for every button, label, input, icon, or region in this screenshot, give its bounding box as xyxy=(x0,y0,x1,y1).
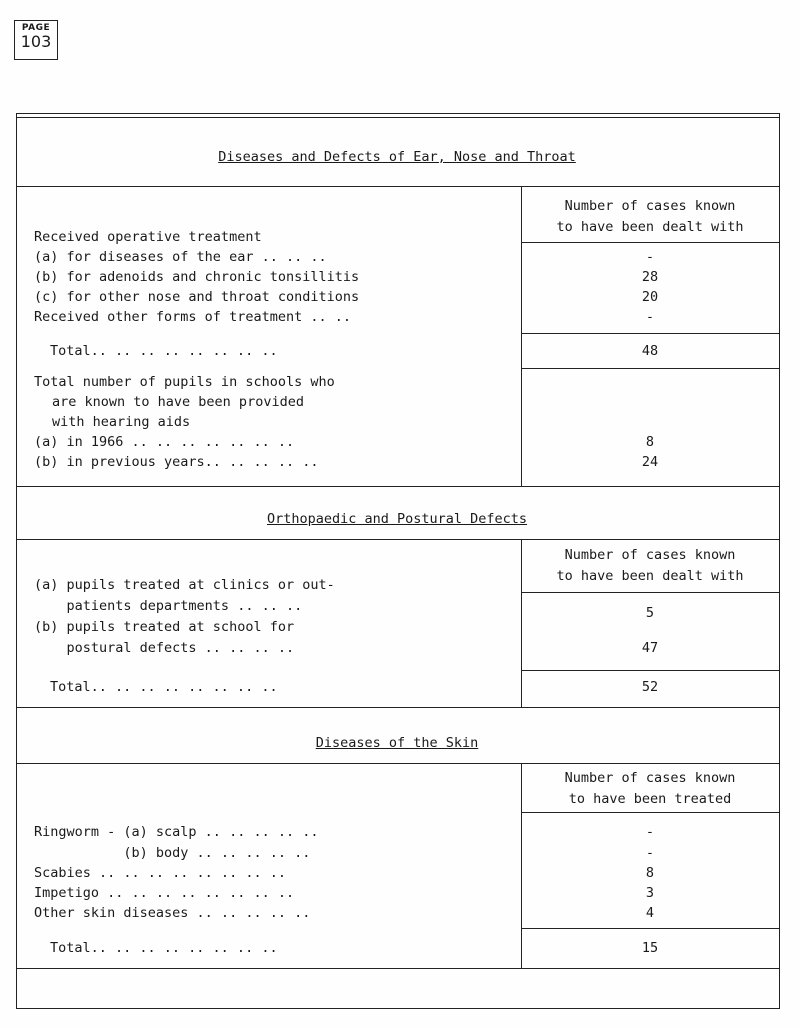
hearing-aids-intro: Total number of pupils in schools who xyxy=(34,374,335,390)
hearing-aids-row-label: (b) in previous years.. .. .. .. .. xyxy=(34,454,319,470)
skin-row-value: 4 xyxy=(645,905,655,921)
skin-total-label: Total.. .. .. .. .. .. .. .. xyxy=(50,940,278,956)
ortho-total-label: Total.. .. .. .. .. .. .. .. xyxy=(50,679,278,695)
top-rule-inner xyxy=(16,117,780,118)
ortho-total-value: 52 xyxy=(641,679,659,695)
ent-row-label: Received other forms of treatment .. .. xyxy=(34,309,351,325)
skin-row-label: Scabies .. .. .. .. .. .. .. .. xyxy=(34,865,286,881)
skin-row-value: - xyxy=(645,845,655,861)
page-label: PAGE xyxy=(21,23,51,33)
skin-column-header-line-2: to have been treated xyxy=(568,791,732,807)
page-number: 103 xyxy=(20,32,52,51)
ent-column-header-line-2: to have been dealt with xyxy=(556,219,744,235)
hearing-aids-intro: are known to have been provided xyxy=(52,394,304,410)
ent-row-value: 20 xyxy=(641,289,659,305)
ent-row-value: 28 xyxy=(641,269,659,285)
skin-title: Diseases of the Skin xyxy=(315,735,479,751)
frame-bottom xyxy=(16,1008,780,1009)
frame-left xyxy=(16,113,17,1009)
ortho-title: Orthopaedic and Postural Defects xyxy=(266,511,528,527)
hearing-aids-row-value: 8 xyxy=(645,434,655,450)
skin-header-rule xyxy=(521,812,779,813)
skin-row-value: - xyxy=(645,824,655,840)
ortho-value: 5 xyxy=(645,605,655,621)
ortho-column-header xyxy=(522,545,778,587)
hearing-aids-intro: with hearing aids xyxy=(52,414,191,430)
skin-column-header xyxy=(522,768,778,810)
ent-row-value: - xyxy=(645,309,655,325)
skin-column-header-line-1: Number of cases known xyxy=(564,770,736,786)
skin-row-value: 8 xyxy=(645,865,655,881)
ent-column-header xyxy=(522,196,778,238)
skin-total-value: 15 xyxy=(641,940,659,956)
skin-row-label: Impetigo .. .. .. .. .. .. .. .. xyxy=(34,885,295,901)
ent-header-rule xyxy=(521,242,779,243)
skin-row-value: 3 xyxy=(645,885,655,901)
ortho-column-header-line-2: to have been dealt with xyxy=(556,568,744,584)
ortho-title-rule xyxy=(16,539,780,540)
ortho-line: patients departments .. .. .. xyxy=(34,598,303,614)
ortho-total-top-rule xyxy=(521,670,779,671)
ortho-line: (b) pupils treated at school for xyxy=(34,619,295,635)
ortho-line: (a) pupils treated at clinics or out- xyxy=(34,577,335,593)
hearing-aids-row-value: 24 xyxy=(641,454,659,470)
ent-total-label: Total.. .. .. .. .. .. .. .. xyxy=(50,343,278,359)
ortho-header-rule xyxy=(521,592,779,593)
ent-section-bottom-rule xyxy=(16,486,780,487)
ent-column-header-line-1: Number of cases known xyxy=(564,198,736,214)
ent-row-label: (a) for diseases of the ear .. .. .. xyxy=(34,249,327,265)
ent-row-label: Received operative treatment xyxy=(34,229,262,245)
ent-title: Diseases and Defects of Ear, Nose and Throat xyxy=(218,149,576,165)
ent-row-label: (b) for adenoids and chronic tonsillitis xyxy=(34,269,360,285)
hearing-aids-row-label: (a) in 1966 .. .. .. .. .. .. .. xyxy=(34,434,295,450)
frame-right xyxy=(779,113,780,1009)
skin-row-label: Other skin diseases .. .. .. .. .. xyxy=(34,905,311,921)
ent-title-rule xyxy=(16,186,780,187)
skin-row-label: Ringworm - (a) scalp .. .. .. .. .. xyxy=(34,824,319,840)
ortho-line: postural defects .. .. .. .. xyxy=(34,640,295,656)
ent-row-value: - xyxy=(645,249,655,265)
page-number-box xyxy=(14,20,58,60)
ent-total-value: 48 xyxy=(641,343,659,359)
skin-row-label: (b) body .. .. .. .. .. xyxy=(34,845,311,861)
ent-total-bottom-rule xyxy=(521,368,779,369)
top-rule xyxy=(16,113,780,114)
ent-total-top-rule xyxy=(521,333,779,334)
ortho-column-header-line-1: Number of cases known xyxy=(564,547,736,563)
ent-row-label: (c) for other nose and throat conditions xyxy=(34,289,360,305)
skin-title-rule xyxy=(16,763,780,764)
skin-total-top-rule xyxy=(521,928,779,929)
skin-section-bottom-rule xyxy=(16,968,780,969)
ortho-value: 47 xyxy=(641,640,659,656)
ortho-section-bottom-rule xyxy=(16,707,780,708)
